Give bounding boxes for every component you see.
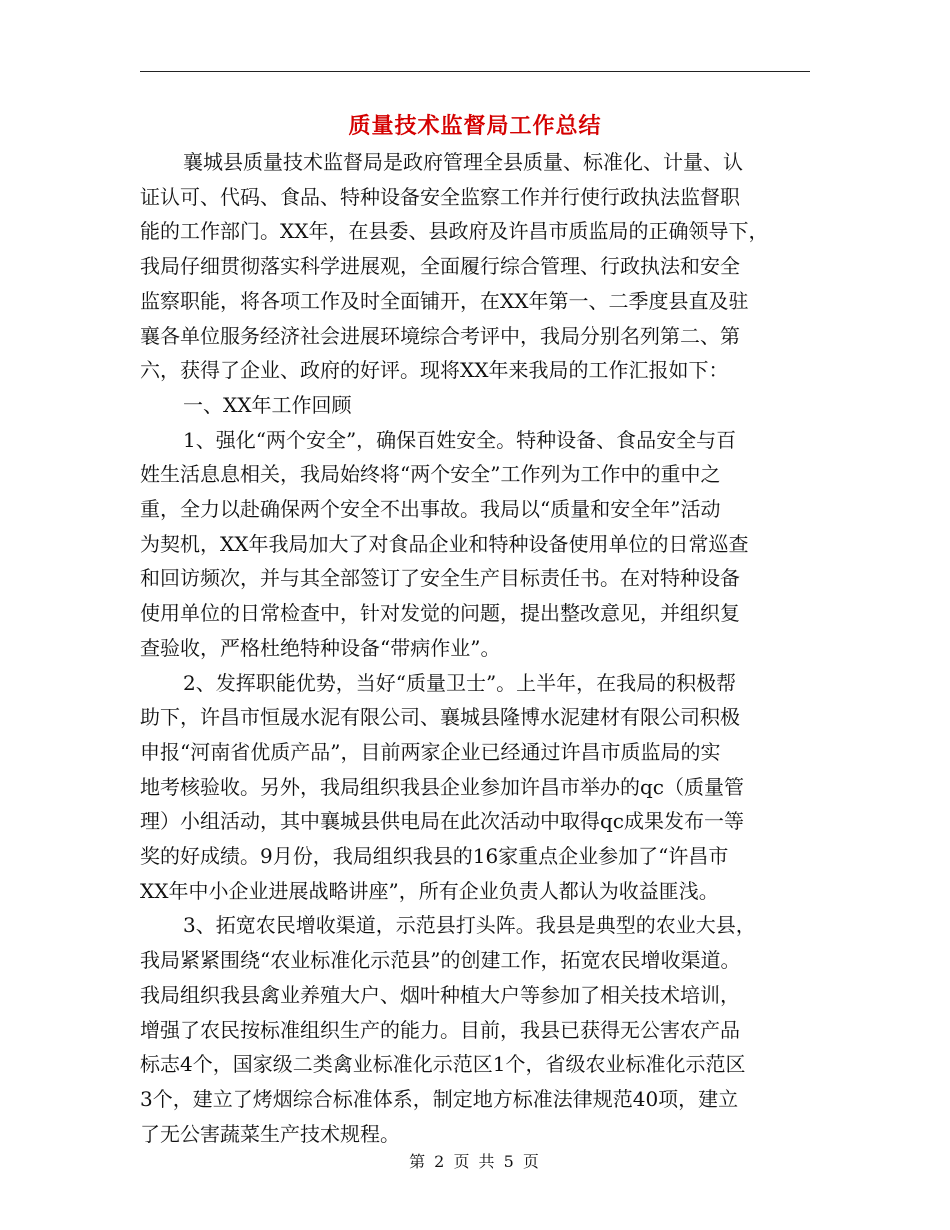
text-line: 查验收，严格杜绝特种设备“带病作业”。 bbox=[140, 635, 501, 660]
text-line: 监察职能，将各项工作及时全面铺开，在XX年第一、二季度县直及驻 bbox=[140, 288, 749, 313]
header-rule bbox=[140, 71, 810, 72]
text-line: 地考核验收。另外，我局组织我县企业参加许昌市举办的qc（质量管 bbox=[140, 774, 745, 799]
section-heading bbox=[140, 388, 820, 423]
text-line: 奖的好成绩。9月份，我局组织我县的16家重点企业参加了“许昌市 bbox=[140, 844, 729, 869]
text-line: 襄城县质量技术监督局是政府管理全县质量、标准化、计量、认 bbox=[183, 150, 743, 174]
text-line: 增强了农民按标准组织生产的能力。目前，我县已获得无公害农产品 bbox=[140, 1017, 740, 1042]
page-number: 第 2 页 共 5 页 bbox=[409, 1152, 541, 1171]
text-line: 了无公害蔬菜生产技术规程。 bbox=[140, 1121, 400, 1146]
text-line: 我局紧紧围绕“农业标准化示范县”的创建工作，拓宽农民增收渠道。 bbox=[140, 948, 741, 973]
text-line: 重，全力以赴确保两个安全不出事故。我局以“质量和安全年”活动 bbox=[140, 497, 721, 522]
paragraph-item-2 bbox=[140, 666, 820, 909]
text-line: 1、强化“两个安全”，确保百姓安全。特种设备、食品安全与百 bbox=[183, 427, 737, 452]
paragraph-item-1 bbox=[140, 423, 820, 666]
text-line: 和回访频次，并与其全部签订了安全生产目标责任书。在对特种设备 bbox=[140, 566, 740, 591]
text-line: XX年中小企业进展战略讲座”，所有企业负责人都认为收益匪浅。 bbox=[140, 878, 719, 903]
text-line: 姓生活息息相关，我局始终将“两个安全”工作列为工作中的重中之 bbox=[140, 462, 721, 487]
text-line: 襄各单位服务经济社会进展环境综合考评中，我局分别名列第二、第 bbox=[140, 323, 740, 348]
text-line: 助下，许昌市恒晟水泥有限公司、襄城县隆博水泥建材有限公司积极 bbox=[140, 705, 740, 730]
document-body bbox=[140, 145, 820, 1151]
document-title: 质量技术监督局工作总结 bbox=[348, 113, 602, 139]
text-line: 理）小组活动，其中襄城县供电局在此次活动中取得qc成果发布一等 bbox=[140, 809, 745, 834]
text-line: 2、发挥职能优势，当好“质量卫士”。上半年，在我局的积极帮 bbox=[183, 670, 737, 695]
text-line: 标志4个，国家级二类禽业标准化示范区1个，省级农业标准化示范区 bbox=[140, 1052, 746, 1077]
text-line: 我局仔细贯彻落实科学进展观，全面履行综合管理、行政执法和安全 bbox=[140, 254, 740, 279]
text-line: 六，获得了企业、政府的好评。现将XX年来我局的工作汇报如下： bbox=[140, 358, 729, 383]
text-line: 能的工作部门。XX年，在县委、县政府及许昌市质监局的正确领导下， bbox=[140, 219, 769, 244]
text-line: 使用单位的日常检查中，针对发觉的问题，提出整改意见，并组织复 bbox=[140, 601, 740, 626]
text-line: 申报“河南省优质产品”，目前两家企业已经通过许昌市质监局的实 bbox=[140, 739, 721, 764]
text-line: 一、XX年工作回顾 bbox=[183, 392, 352, 417]
text-line: 为契机，XX年我局加大了对食品企业和特种设备使用单位的日常巡查 bbox=[140, 531, 749, 556]
paragraph-item-3 bbox=[140, 908, 820, 1151]
paragraph-intro bbox=[140, 145, 820, 388]
text-line: 3个，建立了烤烟综合标准体系，制定地方标准法律规范40项，建立 bbox=[140, 1086, 739, 1111]
text-line: 3、拓宽农民增收渠道，示范县打头阵。我县是典型的农业大县， bbox=[183, 913, 756, 938]
text-line: 证认可、代码、食品、特种设备安全监察工作并行使行政执法监督职 bbox=[140, 184, 740, 209]
text-line: 我局组织我县禽业养殖大户、烟叶种植大户等参加了相关技术培训， bbox=[140, 982, 740, 1007]
